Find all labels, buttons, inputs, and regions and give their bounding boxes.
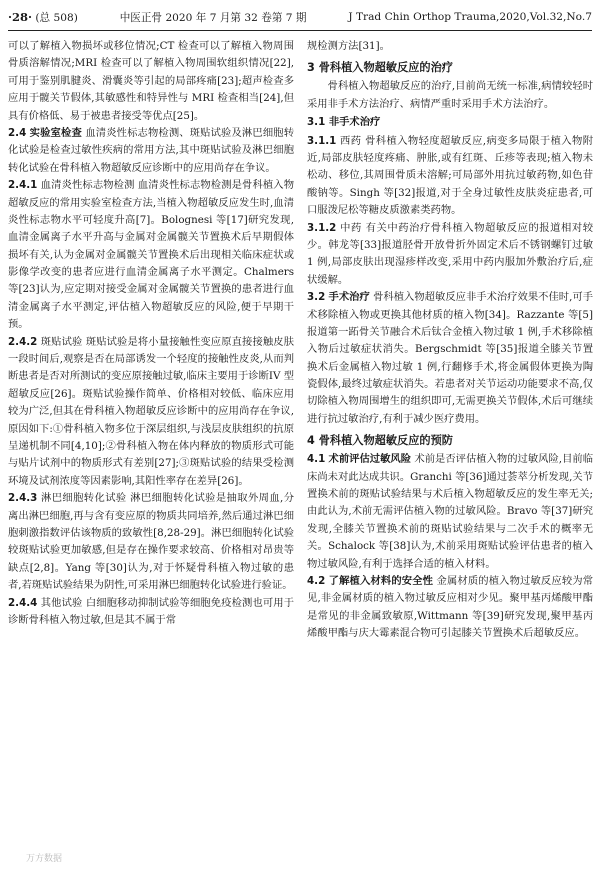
- section-3-text: 骨科植入物超敏反应的治疗,目前尚无统一标准,病情较轻时采用非手术方法治疗、病情严重时采用手术方法治疗。: [307, 80, 593, 110]
- intro-paragraph: 可以了解植入物损坏或移位情况;CT 检查可以了解植入物周围骨质溶解情况;MRI 检查可以了解植入物周围软组织情况[22],可用于鉴别肌腱炎、滑囊炎等引起的局部疼痛[23];超声检查多应用于髋关节假体,其敏感性和特异性与 MRI 检查相当[24],但具有价格低、易于被患者接受等优点[25]。: [8, 40, 294, 122]
- section-2-4-number: 2.4: [8, 126, 27, 139]
- section-4-title: 骨科植入物超敏反应的预防: [318, 434, 453, 448]
- section-2-4-2-text: 斑贴试验是将小量接触性变应原直接接触皮肤一段时间后,观察是否在局部诱发一个轻度的接触性皮炎,从而判断患者是否对所测试的变应原接触过敏,临床主要用于诊断IV 型超敏反应[26]。斑贴试验操作简单、价格相对较低、临床应用较为广泛,但其在骨科植入物超敏反应诊断中的应用尚存在争议,原因如下:①骨科植入物多位于深层组织,与浅层皮肤组织的抗原呈递机制不同[4,10];②骨科植入物在体内释放的物质形式可能与贴片试剂中的物质形式有差别[27];③斑贴试验的结果受检测环境及试剂浓度等因素影响,其阳性率存在差异[26]。: [8, 335, 294, 487]
- section-4-2-number: 4.2: [307, 575, 326, 587]
- section-4-1-text: 术前是否评估植入物的过敏风险,目前临床尚未对此达成共识。Granchi 等[36]通过荟萃分析发现,关节置换术前的斑贴试验结果与术后植入物超敏反应的发生率无关;由此认为,术前无需评估植入物的过敏风险。Bravo 等[37]研究发现,全膝关节置换术前的斑贴试验结果与二次手术的概率无关。Schalock 等[38]认为,术前采用斑贴试验评估患者的植入物过敏风险,有利于选择合适的植入材料。: [307, 453, 593, 570]
- section-2-4-3-number: 2.4.3: [8, 492, 38, 505]
- page-number-group: [8, 10, 78, 25]
- section-4-heading: [307, 431, 593, 450]
- section-4-2: [307, 573, 593, 643]
- section-2-4-2: [8, 334, 294, 491]
- section-2-4-title: 实验室检查: [29, 126, 82, 139]
- continued-paragraph: 规检测方法[31]。: [307, 40, 390, 52]
- section-3-1-1-title: 西药: [340, 134, 362, 147]
- page-number: ·28·: [8, 9, 33, 24]
- journal-info-en: J Trad Chin Orthop Trauma,2020,Vol.32,No.7: [348, 11, 592, 23]
- section-3-2-title: 手术治疗: [328, 291, 370, 304]
- journal-info-cn: 中医正骨 2020 年 7 月第 32 卷第 7 期: [119, 11, 307, 24]
- section-2-4-3: [8, 490, 294, 594]
- section-3-title: 骨科植入物超敏反应的治疗: [318, 61, 453, 75]
- section-4-2-title: 了解植入材料的安全性: [328, 575, 434, 587]
- section-3-heading: [307, 58, 593, 77]
- section-4-2-text: 金属材质的植入物过敏反应较为常见,非金属材质的植入物过敏反应相对少见。聚甲基丙烯酸甲酯是常见的非金属致敏原,Wittmann 等[39]研究发现,聚甲基丙烯酸甲酯与庆大霉素混合物可引起膝关节置换术后超敏反应。: [307, 575, 593, 640]
- section-3-1-heading: [307, 114, 593, 131]
- section-4-number: 4: [307, 434, 315, 448]
- section-2-4-1-number: 2.4.1: [8, 179, 38, 192]
- right-column: [307, 38, 593, 864]
- section-2-4-3-title: 淋巴细胞转化试验: [41, 492, 127, 505]
- section-3-1-number: 3.1: [307, 116, 326, 129]
- section-3-1-2: [307, 220, 593, 290]
- watermark: 万方数据: [26, 854, 63, 864]
- section-4-1-title: 术前评估过敏风险: [328, 453, 412, 466]
- section-3-2-text: 骨科植入物超敏反应非手术治疗效果不佳时,可手术移除植入物或更换其他材质的植入物[34]。Razzante 等[5]报道第一跖骨关节融合术后钛合金植入物过敏 1 例,手术移除植入物后过敏症状消失。Bergschmidt 等[35]报道全膝关节置换术后金属植入物过敏 1 例,行翻修手术,将金属假体更换为陶瓷假体,最终过敏症状消失。若患者对关节运动功能要求不高,仅切除植入物周围增生的组织即可,无需更换关节假体,术后可继续进行抗过敏治疗,有利于减少医疗费用。: [307, 291, 593, 425]
- section-2-4-text: 血清炎性标志物检测、斑贴试验及淋巴细胞转化试验是检查过敏性疾病的常用方法,其中斑贴试验及淋巴细胞转化试验在骨科植入物超敏反应诊断中的应用尚存在争议。: [8, 126, 294, 174]
- section-2-4-1-title: 血清炎性标志物检测: [40, 179, 135, 192]
- section-2-4-2-number: 2.4.2: [8, 335, 38, 348]
- section-3-2-number: 3.2: [307, 291, 326, 304]
- section-2-4-1-text: 血清炎性标志物检测是骨科植入物超敏反应的常用实验室检查方法,当植入物超敏反应发生时,血清炎性标志物水平可轻度升高[7]。Bolognesi 等[17]研究发现,血清金属离子水平升高与金属对金属髋关节置换术后早期假体损坏有关,认为金属对金属髋关节置换术后出现相关临床症状或影像学改变的患者应进行血清金属离子水平测定。Chalmers 等[23]认为,应定期对接受金属对金属髋关节置换的患者进行血清金属离子水平测定,评估植入物超敏反应的风险,便于早期干预。: [8, 179, 294, 331]
- section-2-4-3-text: 淋巴细胞转化试验是抽取外周血,分离出淋巴细胞,再与含有变应原的物质共同培养,然后通过淋巴细胞刺激指数评估该物质的致敏性[8,28-29]。淋巴细胞转化试验较斑贴试验更加敏感,但是存在操作要求较高、价格相对昂贵等缺点[2,8]。Yang 等[30]认为,对于怀疑骨科植入物过敏的患者,若斑贴试验结果为阴性,可采用淋巴细胞转化试验进行验证。: [8, 492, 294, 592]
- section-3-1-2-title: 中药: [340, 221, 362, 234]
- section-3-1-2-number: 3.1.2: [307, 221, 337, 234]
- left-column: [8, 38, 294, 864]
- section-4-1-number: 4.1: [307, 453, 326, 466]
- running-header: [8, 4, 592, 31]
- section-3-2: [307, 289, 593, 428]
- section-2-4: [8, 125, 294, 177]
- section-3-1-title: 非手术治疗: [328, 116, 381, 129]
- section-2-4-4-title: 其他试验: [40, 596, 83, 609]
- section-2-4-4-text: 白细胞移动抑制试验等细胞免疫检测也可用于诊断骨科植入物过敏,但是其不属于常: [8, 596, 294, 626]
- section-2-4-1: [8, 177, 294, 334]
- section-3-1-1-number: 3.1.1: [307, 134, 337, 147]
- section-2-4-2-title: 斑贴试验: [40, 335, 83, 348]
- section-3-1-1: [307, 133, 593, 220]
- section-2-4-4: [8, 595, 294, 630]
- section-3-number: 3: [307, 61, 315, 75]
- section-3-1-1-text: 骨科植入物轻度超敏反应,病变多局限于植入物附近,局部皮肤轻度疼痛、肿胀,或有红斑、丘疹等表现;植入物未松动、移位,其周围骨质未溶解;可局部外用抗过敏药物,如色苷酸钠等。Singh 等[32]报道,对于全身过敏性皮肤炎症患者,可口服泼尼松等糖皮质激素类药物。: [307, 134, 593, 217]
- section-2-4-4-number: 2.4.4: [8, 596, 38, 609]
- section-4-1: [307, 451, 593, 573]
- section-3-1-2-text: 有关中药治疗骨科植入物超敏反应的报道相对较少。韩龙等[33]报道胫骨开放骨折外固定术后不锈钢螺钉过敏 1 例,局部皮肤出现湿疹样改变,采用中药内服加外敷治疗后,症状缓解。: [307, 221, 593, 286]
- total-page-number: (总 508): [35, 11, 78, 24]
